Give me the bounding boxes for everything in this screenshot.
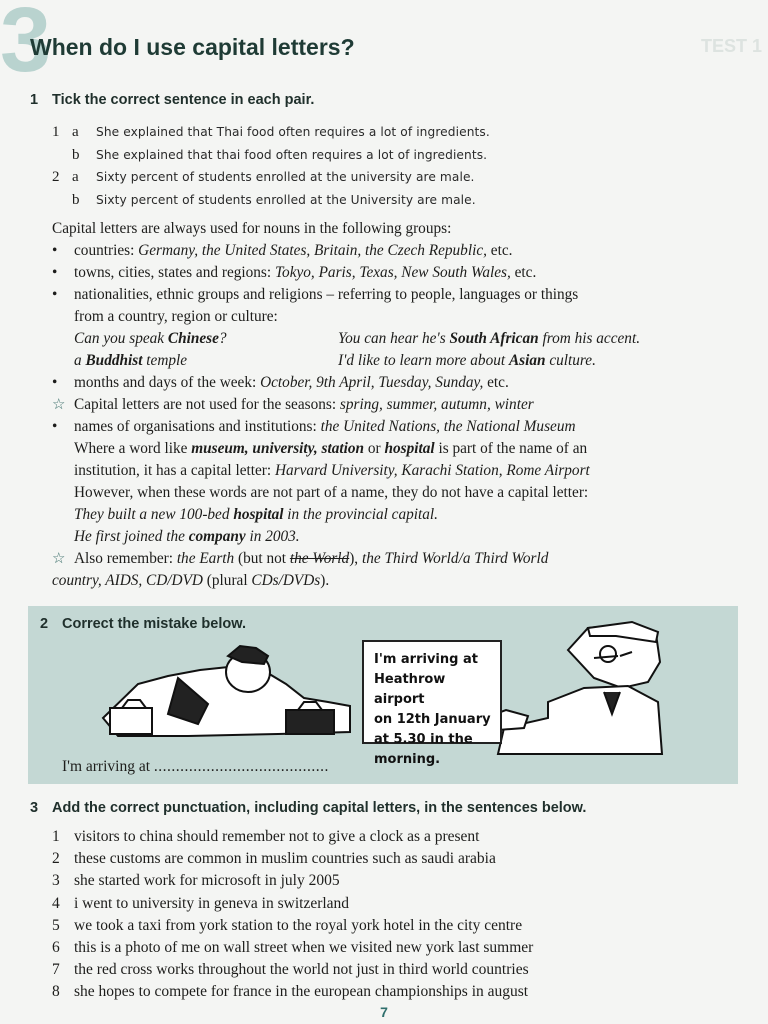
item-number: 1 xyxy=(52,124,60,140)
exercise-item xyxy=(52,893,752,915)
rule-label: months and days of the week: xyxy=(74,374,261,391)
exercise-item xyxy=(52,981,752,1003)
rule-text: institution, it has a capital letter: Harvard University, Karachi Station, Rome Airport xyxy=(74,462,590,479)
page-title: When do I use capital letters? xyxy=(30,34,355,60)
option-text: Sixty percent of students enrolled at the University are male. xyxy=(96,192,476,207)
option-text: She explained that thai food often requires a lot of ingredients. xyxy=(96,147,488,162)
rule-examples: the United Nations, the National Museum xyxy=(320,418,576,435)
option-letter: b xyxy=(72,191,80,208)
exercise-2-panel xyxy=(28,606,738,784)
option-text: She explained that Thai food often requires a lot of ingredients. xyxy=(96,125,490,139)
section-1-heading xyxy=(30,92,314,108)
exercise-item xyxy=(52,937,752,959)
bullet-icon: • xyxy=(52,418,58,435)
rule-etc: etc. xyxy=(510,264,537,281)
arrival-sign xyxy=(362,640,502,767)
item-text: these customs are common in muslim countries such as saudi arabia xyxy=(74,850,496,868)
item-number: 3 xyxy=(52,872,60,890)
rules-intro: Capital letters are always used for nouns in the following groups: xyxy=(52,220,452,237)
item-number: 2 xyxy=(52,850,60,868)
option-letter: a xyxy=(72,169,79,185)
section-3-heading xyxy=(30,800,586,816)
item-text: visitors to china should remember not to give a clock as a present xyxy=(74,828,480,845)
exercise-item xyxy=(52,959,752,981)
rule-label: Capital letters are not used for the seasons: xyxy=(74,396,340,413)
item-number: 1 xyxy=(52,828,60,845)
section-title: Correct the mistake below. xyxy=(62,616,246,632)
rule-nationalities xyxy=(52,284,742,306)
rule-organisations xyxy=(52,416,742,438)
item-text: the red cross works throughout the world not just in third world countries xyxy=(74,961,529,979)
rule-label: countries: xyxy=(74,242,139,259)
bullet-icon: • xyxy=(52,374,58,391)
exercise-item xyxy=(52,826,752,848)
item-number xyxy=(52,189,72,212)
section-number: 1 xyxy=(30,92,39,108)
sentence-option[interactable] xyxy=(52,121,742,144)
sentence-option[interactable] xyxy=(52,166,742,189)
bullet-icon: • xyxy=(52,286,58,303)
answer-blank[interactable]: ........................................ xyxy=(153,758,329,775)
rule-text: However, when these words are not part of a name, they do not have a capital letter: xyxy=(74,484,589,501)
rule-seasons xyxy=(52,394,742,416)
example: Can you speak Chinese? xyxy=(74,330,227,347)
section-title: Add the correct punctuation, including capital letters, in the sentences below. xyxy=(52,800,587,816)
unit-number: 3 xyxy=(0,4,52,76)
section-title: Tick the correct sentence in each pair. xyxy=(52,92,315,108)
sign-line: morning. xyxy=(374,752,441,767)
rule-text: Where a word like museum, university, station or hospital is part of the name of an xyxy=(74,440,588,457)
item-number: 4 xyxy=(52,894,60,912)
capital-letter-rules xyxy=(52,218,742,592)
rule-examples: Tokyo, Paris, Texas, New South Wales, xyxy=(274,264,511,281)
answer-prefix: I'm arriving at xyxy=(62,758,154,775)
example: They built a new 100-bed hospital in the provincial capital. xyxy=(74,506,438,523)
traveller-figure xyxy=(103,646,350,736)
rule-label: names of organisations and institutions: xyxy=(74,418,321,435)
rule-countries xyxy=(52,240,742,262)
exercise-item xyxy=(52,848,752,870)
rule-label: nationalities, ethnic groups and religions – referring to people, languages or things xyxy=(74,286,579,303)
item-number: 8 xyxy=(52,983,60,1001)
rule-also-remember-continued: country, AIDS, CD/DVD (plural CDs/DVDs). xyxy=(52,572,330,589)
item-text: i went to university in geneva in switzerland xyxy=(74,894,350,912)
bleed-through-text: TEST 1 xyxy=(700,36,762,56)
rule-etc: etc. xyxy=(483,374,509,391)
rule-examples: spring, summer, autumn, winter xyxy=(339,396,534,413)
answer-line[interactable] xyxy=(62,758,329,776)
item-number xyxy=(52,144,72,167)
page-number: 7 xyxy=(380,1004,388,1020)
punctuation-exercise-list xyxy=(52,826,752,1004)
rule-months xyxy=(52,372,742,394)
sentence-option[interactable] xyxy=(52,189,742,212)
example: a Buddhist temple xyxy=(74,352,188,369)
speaker-figure xyxy=(484,622,662,754)
sign-line: at 5.30 in the xyxy=(374,732,473,747)
option-text: Sixty percent of students enrolled at the university are male. xyxy=(96,170,475,184)
example-row xyxy=(52,350,742,372)
sign-line: I'm arriving at xyxy=(374,652,478,667)
item-number: 2 xyxy=(52,169,60,185)
item-text: she started work for microsoft in july 2005 xyxy=(74,872,340,890)
star-icon: ☆ xyxy=(52,397,66,413)
item-text: this is a photo of me on wall street when we visited new york last summer xyxy=(74,938,534,956)
exercise-item xyxy=(52,870,752,892)
section-number: 3 xyxy=(30,800,39,816)
bullet-icon: • xyxy=(52,242,58,259)
item-number: 7 xyxy=(52,961,60,979)
sign-line: on 12th January xyxy=(374,712,491,727)
rule-label-continued: from a country, region or culture: xyxy=(74,308,278,325)
example-row xyxy=(52,328,742,350)
option-letter: a xyxy=(72,124,79,140)
sign-line: Heathrow airport xyxy=(374,672,446,707)
rule-examples: Germany, the United States, Britain, the Czech Republic, xyxy=(138,242,487,259)
section-number: 2 xyxy=(40,616,49,632)
bullet-icon: • xyxy=(52,264,58,281)
option-letter: b xyxy=(72,146,80,163)
item-text: she hopes to compete for france in the european championships in august xyxy=(74,983,529,1001)
item-text: we took a taxi from york station to the royal york hotel in the city centre xyxy=(74,916,523,934)
rule-towns xyxy=(52,262,742,284)
rule-etc: etc. xyxy=(486,242,513,259)
rule-examples: October, 9th April, Tuesday, Sunday, xyxy=(260,374,484,391)
sentence-option[interactable] xyxy=(52,144,742,167)
star-icon: ☆ xyxy=(52,551,66,567)
rule-label: towns, cities, states and regions: xyxy=(74,264,275,281)
example: He first joined the company in 2003. xyxy=(74,528,300,545)
item-number: 6 xyxy=(52,938,60,956)
example: You can hear he's South African from his accent. xyxy=(338,330,641,347)
exercise-item xyxy=(52,915,752,937)
item-number: 5 xyxy=(52,916,60,934)
example: I'd like to learn more about Asian culture. xyxy=(338,352,596,369)
sentence-pairs xyxy=(52,121,742,211)
rule-also-remember: ☆ Also remember: the Earth (but not the World), the Third World/a Third World xyxy=(52,548,742,570)
